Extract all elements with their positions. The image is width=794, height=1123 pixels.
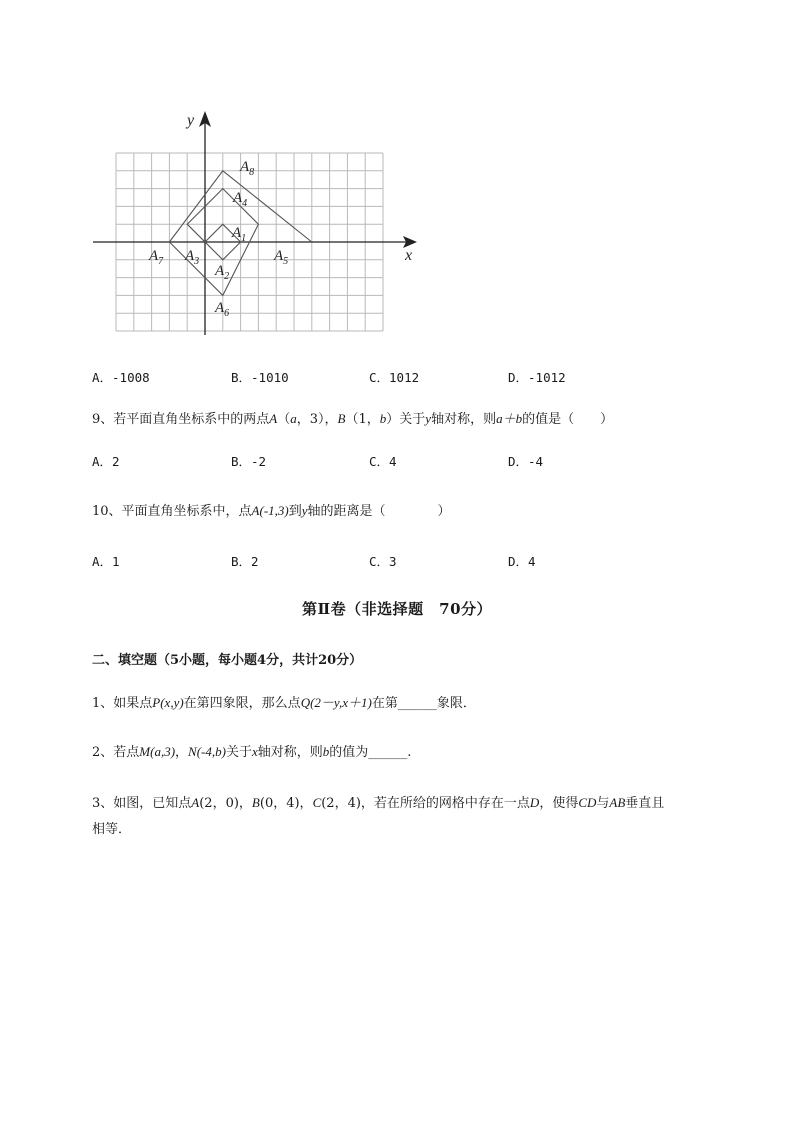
fill-q3-text: (2，0)， [199, 796, 252, 811]
label-a7: $A_7$ [149, 248, 164, 267]
q9-text: （ [277, 412, 291, 427]
q8-option-a: A．-1008 [92, 370, 150, 385]
q8-option-c: C．1012 [369, 370, 420, 385]
q9-axis-y: y [425, 411, 432, 426]
q9-text: 9、若平面直角坐标系中的两点 [92, 412, 270, 427]
q8-option-d: D．-1012 [508, 370, 566, 385]
fill-q1-text: 在第四象限，那么点 [183, 696, 301, 711]
fill-q2-point-n: N(-4,b) [188, 744, 226, 759]
q9-option-b: B．-2 [231, 454, 267, 469]
fill-q3-segment-ab: AB [609, 795, 626, 810]
fill-q3-point-d: D [529, 795, 540, 810]
fill-q1 [92, 692, 476, 711]
fill-q2-text: 关于 [225, 745, 252, 760]
q9-option-a: A．2 [92, 454, 120, 469]
x-axis-label: x [405, 247, 413, 264]
q9-text: 的值是（ ） [522, 412, 614, 427]
q10-text: 到 [288, 504, 302, 519]
y-axis [199, 111, 211, 335]
fill-q3-segment-cd: CD [578, 795, 597, 810]
q10-option-b: B．2 [231, 554, 259, 569]
fill-q3-point-b: B [251, 795, 260, 810]
fill-q2-text: ， [175, 745, 189, 760]
fill-q3-text: 垂直且 [625, 796, 665, 811]
fill-q2-text: 2、若点 [92, 745, 140, 760]
fill-q3-text: (2，4)，若在所给的网格中存在一点 [321, 796, 530, 811]
q10-stem [92, 500, 451, 519]
q9-text: （1， [345, 412, 380, 427]
label-a1: $A_1$ [232, 225, 247, 244]
fill-q3-text: ，使得 [539, 796, 579, 811]
fill-q2-point-m: M(a,3) [139, 744, 176, 759]
q9-text: 轴对称，则 [431, 412, 497, 427]
fill-q3 [92, 792, 664, 811]
fill-q2-text: 轴对称，则 [257, 745, 323, 760]
fill-q2 [92, 741, 411, 760]
q9-var-b: b [379, 411, 387, 426]
q10-text: 10、平面直角坐标系中，点 [92, 504, 252, 519]
fill-q1-point-p: P(x,y) [152, 695, 184, 710]
fill-q1-point-q: Q(2－y,x＋1) [300, 695, 372, 710]
q9-text: ，3）， [296, 412, 338, 427]
q9-text: ）关于 [386, 412, 426, 427]
q10-text: 轴的距离是（ ） [307, 504, 451, 519]
label-a3: $A_3$ [185, 248, 200, 267]
fill-q1-text: 1、如果点 [92, 696, 153, 711]
fill-q2-text: 的值为______. [329, 745, 412, 760]
x-axis [93, 236, 417, 248]
q10-option-c: C．3 [369, 554, 397, 569]
coordinate-grid-figure [85, 105, 425, 345]
section2-heading: 二、填空题（5小题，每小题4分，共计20分） [92, 653, 363, 668]
part2-title: 第Ⅱ卷（非选择题 70分） [301, 600, 493, 618]
q9-point-a: A [269, 411, 278, 426]
y-axis-label: y [187, 112, 195, 129]
fill-q3-point-c: C [312, 795, 322, 810]
fill-q3-text: (0，4)， [259, 796, 313, 811]
q9-option-c: C．4 [369, 454, 397, 469]
label-a2: $A_2$ [215, 263, 230, 282]
fill-q3-text: 3、如图，已知点 [92, 796, 192, 811]
label-a8: $A_8$ [240, 159, 255, 178]
fill-q2-var-b: b [322, 744, 330, 759]
q8-option-b: B．-1010 [231, 370, 289, 385]
q10-point: A(-1,3) [251, 503, 289, 518]
fill-q2-axis-x: x [251, 744, 258, 759]
fill-q3-point-a: A [191, 795, 200, 810]
fill-q3-text: 与 [596, 796, 610, 811]
q9-option-d: D．-4 [508, 454, 544, 469]
q9-stem [92, 408, 613, 427]
label-a4: $A_4$ [233, 190, 248, 209]
label-a6: $A_6$ [215, 300, 230, 319]
q9-var-a: a [290, 411, 297, 426]
label-a5: $A_5$ [274, 248, 289, 267]
q9-point-b: B [337, 411, 346, 426]
q9-expression: a＋b [496, 411, 523, 426]
fill-q1-text: 在第______象限． [371, 696, 476, 711]
fill-q3-line2: 相等． [92, 822, 132, 837]
q10-axis-y: y [301, 503, 308, 518]
q10-option-d: D．4 [508, 554, 536, 569]
q10-option-a: A．1 [92, 554, 120, 569]
